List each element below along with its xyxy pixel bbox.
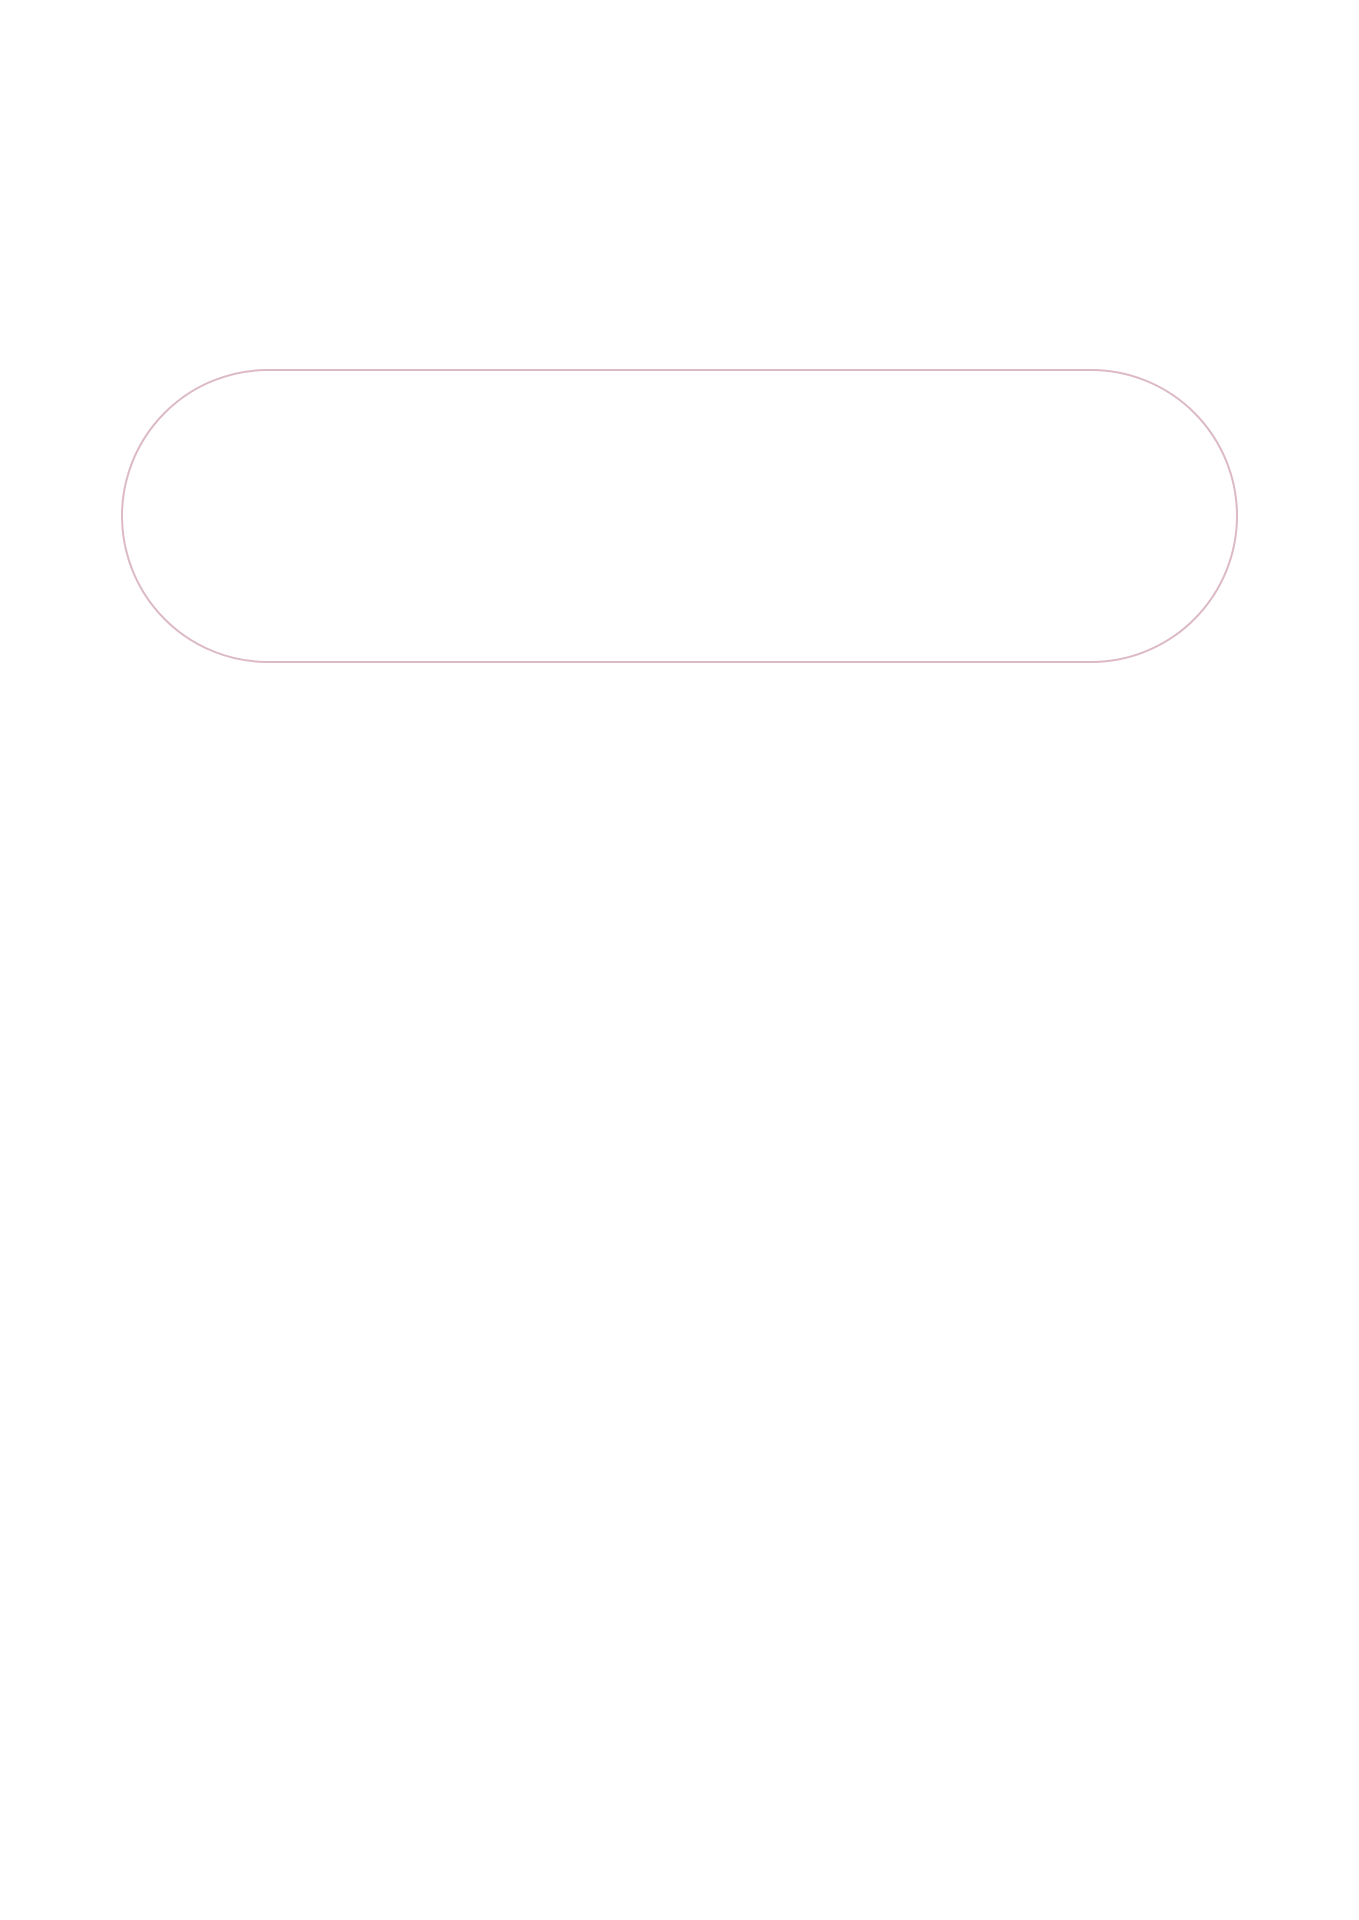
date-field[interactable] [964,100,1241,150]
definition-box [121,369,1238,663]
prefix-pill-un [718,547,1048,607]
prefix-pill-re [315,547,645,607]
name-field[interactable] [220,100,637,150]
worksheet-card [51,47,1308,1867]
